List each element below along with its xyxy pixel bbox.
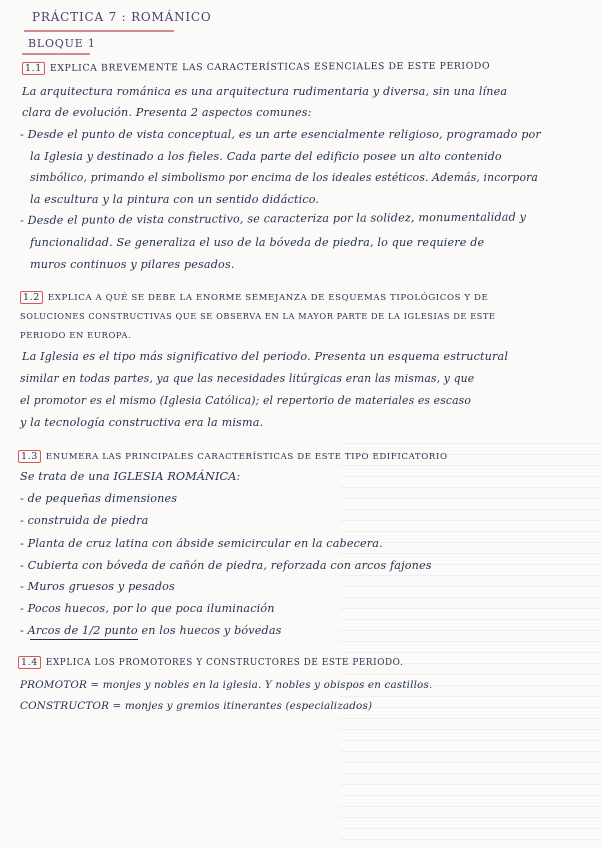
question-1-2-line-1 (20, 291, 488, 304)
answer-1-3-item-4: - Cubierta con bóveda de cañón de piedra, reforzada con arcos fajones (20, 559, 432, 572)
paper-bleed-through (340, 440, 600, 840)
answer-1-2-line-3: el promotor es el mismo (Iglesia Católica); el repertorio de materiales es escaso (20, 394, 472, 407)
answer-1-3-item-6: - Pocos huecos, por lo que poca iluminación (20, 602, 275, 615)
answer-1-1-line-2: clara de evolución. Presenta 2 aspectos comunes: (22, 106, 312, 119)
answer-1-1-line-6: la escultura y la pintura con un sentido didáctico. (30, 193, 320, 206)
answer-1-1-line-5: simbólico, primando el simbolismo por encima de los ideales estéticos. Además, incorpora (30, 171, 539, 184)
block-heading: BLOQUE 1 (28, 37, 96, 50)
item-7-underline (30, 639, 138, 640)
section-number-1-3: 1.3 (18, 450, 41, 463)
block-underline (22, 53, 90, 55)
answer-1-1-line-4: la Iglesia y destinado a los fieles. Cada parte del edificio posee un alto contenido (30, 150, 502, 163)
answer-1-1-line-8: funcionalidad. Se generaliza el uso de la bóveda de piedra, lo que requiere de (30, 236, 485, 249)
answer-1-4-constructor: CONSTRUCTOR = monjes y gremios itinerantes (especializados) (20, 700, 373, 712)
question-text-1-1: EXPLICA BREVEMENTE LAS CARACTERÍSTICAS ESENCIALES DE ESTE PERIODO (49, 60, 491, 74)
page-title: PRÁCTICA 7 : ROMÁNICO (32, 10, 212, 24)
answer-1-3-intro: Se trata de una IGLESIA ROMÁNICA: (20, 470, 241, 483)
answer-1-1-line-9: muros continuos y pilares pesados. (30, 258, 235, 271)
section-number-1-1: 1.1 (22, 62, 45, 75)
question-text-1-3: ENUMERA LAS PRINCIPALES CARACTERÍSTICAS DE ESTE TIPO EDIFICATORIO (45, 452, 448, 462)
question-1-4 (18, 656, 403, 669)
answer-1-3-item-7: - Arcos de 1/2 punto en los huecos y bóvedas (20, 624, 282, 637)
title-underline (24, 30, 174, 32)
question-1-1 (22, 60, 490, 75)
answer-1-3-item-1: - de pequeñas dimensiones (20, 492, 178, 505)
question-1-3 (18, 450, 448, 463)
answer-1-2-line-1: La Iglesia es el tipo más significativo del periodo. Presenta un esquema estructural (22, 350, 509, 363)
answer-1-1-line-1: La arquitectura románica es una arquitectura rudimentaria y diversa, sin una línea (22, 85, 508, 98)
question-1-2-line-3: PERIODO EN EUROPA. (20, 330, 132, 340)
answer-1-2-line-2: similar en todas partes, ya que las necesidades litúrgicas eran las mismas, y que (20, 372, 475, 385)
answer-1-1-line-3: - Desde el punto de vista conceptual, es un arte esencialmente religioso, programado por (20, 128, 541, 141)
section-number-1-2: 1.2 (20, 291, 43, 304)
question-1-2-line-2: SOLUCIONES CONSTRUCTIVAS QUE SE OBSERVA EN LA MAYOR PARTE DE LA IGLESIAS DE ESTE (20, 311, 496, 321)
answer-1-1-line-7: - Desde el punto de vista constructivo, se caracteriza por la solidez, monumentalidad y (19, 210, 527, 227)
answer-1-3-item-5: - Muros gruesos y pesados (20, 580, 175, 593)
question-text-1-2-a: EXPLICA A QUÉ SE DEBE LA ENORME SEMEJANZA DE ESQUEMAS TIPOLÓGICOS Y DE (47, 293, 489, 303)
question-text-1-4: EXPLICA LOS PROMOTORES Y CONSTRUCTORES DE ESTE PERIODO. (45, 658, 404, 668)
answer-1-3-item-2: - construida de piedra (20, 514, 149, 527)
answer-1-4-promotor: PROMOTOR = monjes y nobles en la iglesia. Y nobles y obispos en castillos. (20, 679, 433, 691)
section-number-1-4: 1.4 (18, 656, 41, 669)
answer-1-2-line-4: y la tecnología constructiva era la misma. (20, 416, 264, 429)
answer-1-3-item-3: - Planta de cruz latina con ábside semicircular en la cabecera. (20, 537, 383, 550)
